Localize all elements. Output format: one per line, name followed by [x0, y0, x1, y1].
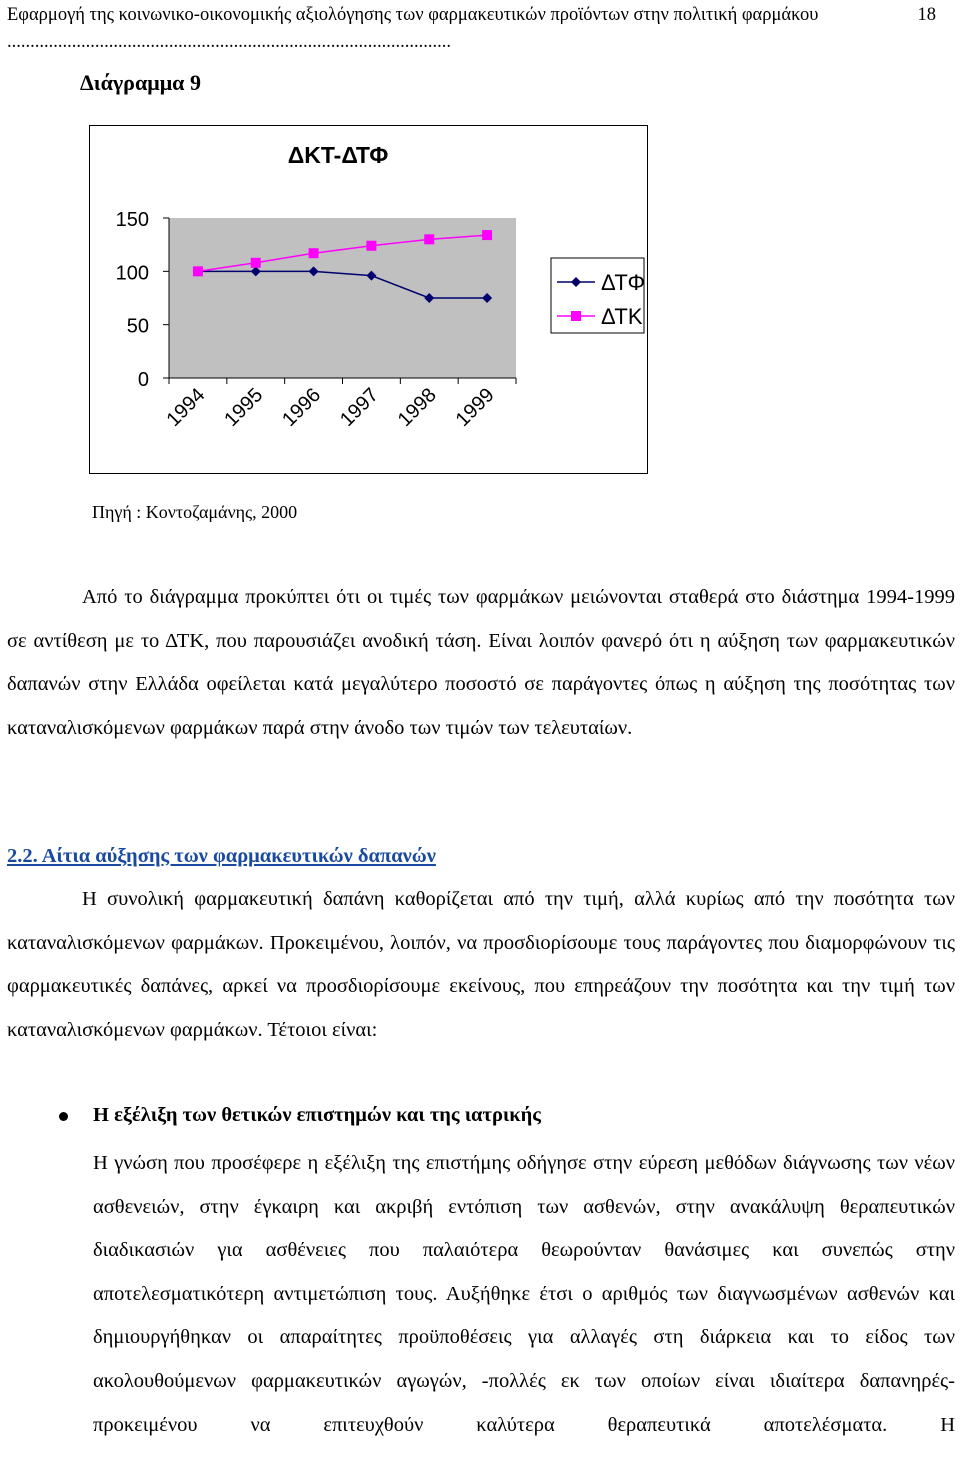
y-tick-label: 0 — [137, 369, 149, 391]
bullet-body: Η γνώση που προσέφερε η εξέλιξη της επιστήμης οδήγησε στην εύρεση μεθόδων διάγνωσης των νέων ασθενειών, στην έγκαιρη και ακριβή εντόπιση των ασθενών, στην ανακάλυψη θεραπευτικών διαδικασιών για ασθένειες που παλαιότερα θεωρούνταν θανάσιμες και συνεπώς στην αποτελεσματικότερη αντιμετώπιση τους. Αυξήθηκε έτσι ο αριθμός των διαγνωσμένων ασθενών και δημιουργήθηκαν οι απαραίτητες προϋποθέσεις για αλλαγές στη διάρκεια και το είδος των ακολουθούμενων φαρμακευτικών αγωγών, -πολλές εκ των οποίων είναι ιδιαίτερα δαπανηρές- προκειμένου να επιτευχθούν καλύτερα θεραπευτικά αποτελέσματα. Η — [93, 1152, 955, 1436]
chart-frame — [89, 125, 648, 474]
x-tick-label: 1996 — [278, 383, 326, 432]
source-note: Πηγή : Κοντοζαμάνης, 2000 — [92, 502, 298, 522]
data-point-marker — [193, 266, 203, 276]
y-tick-label: 100 — [115, 262, 149, 285]
x-tick-label: 1998 — [393, 383, 441, 432]
figure-label: Διάγραμμα 9 — [80, 70, 201, 95]
data-point-marker — [482, 230, 492, 240]
x-tick-label: 1997 — [335, 383, 383, 432]
page-number: 18 — [917, 5, 936, 25]
data-point-marker — [309, 248, 319, 258]
y-tick-label: 50 — [126, 315, 149, 338]
bullet-icon — [59, 1112, 68, 1121]
x-tick-label: 1999 — [451, 383, 499, 432]
data-point-marker — [424, 234, 434, 244]
paragraph-chart-analysis: Από το διάγραμμα προκύπτει ότι οι τιμές των φαρμάκων μειώνονται σταθερά στο διάστημα 1994-1999 σε αντίθεση με το ΔΤΚ, που παρουσιάζει ανοδική τάση. Είναι λοιπόν φανερό ότι η αύξηση των φαρμακευτικών δαπανών στην Ελλάδα οφείλεται κατά μεγαλύτερο ποσοστό σε παράγοντες όπως η αύξηση της ποσότητας των καταναλισκόμενων φαρμάκων παρά στην άνοδο των τιμών των τελευταίων. — [7, 586, 955, 739]
bullet-title: Η εξέλιξη των θετικών επιστημών και της ιατρικής — [93, 1104, 541, 1126]
legend-label: ΔΤΚ — [601, 304, 643, 329]
x-tick-label: 1995 — [220, 383, 268, 432]
running-header-title: Εφαρμογή της κοινωνικο-οικονομικής αξιολόγησης των φαρμακευτικών προϊόντων στην πολιτική φαρμάκου ................................................................................................ — [7, 5, 819, 52]
y-tick-label: 150 — [115, 209, 149, 231]
section-title: 2.2. Αίτια αύξησης των φαρμακευτικών δαπανών — [7, 845, 436, 867]
legend-marker — [571, 311, 581, 321]
data-point-marker — [251, 258, 261, 268]
line-chart — [90, 126, 646, 472]
paragraph-causes: Η συνολική φαρμακευτική δαπάνη καθορίζεται από την τιμή, αλλά κυρίως από την ποσότητα των καταναλισκόμενων φαρμάκων. Προκειμένου, λοιπόν, να προσδιορίσουμε τους παράγοντες που διαμορφώνουν τις φαρμακευτικές δαπάνες, αρκεί να προσδιορίσουμε εκείνους, που επηρεάζουν την ποσότητα και την τιμή των καταναλισκόμενων φαρμάκων. Τέτοιοι είναι: — [7, 888, 955, 1041]
x-tick-label: 1994 — [162, 383, 210, 432]
chart-title: ΔΚΤ-ΔΤΦ — [287, 142, 389, 168]
legend-label: ΔΤΦ — [601, 270, 646, 295]
data-point-marker — [366, 241, 376, 251]
